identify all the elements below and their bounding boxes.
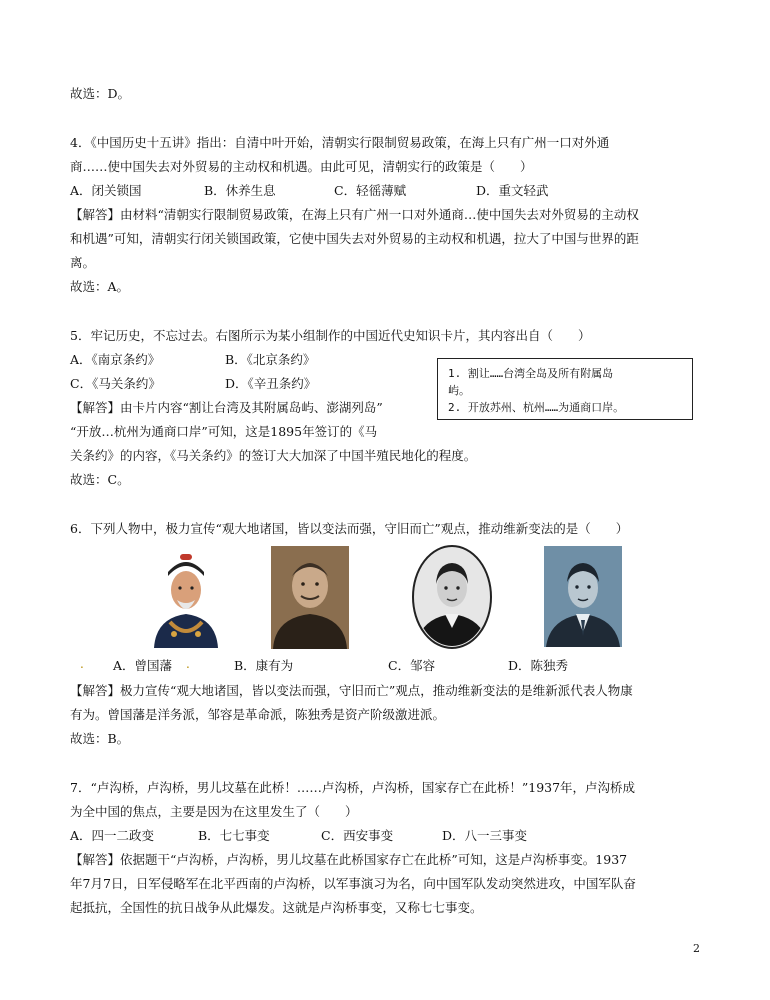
q4-option-d: D．重文轻武 bbox=[476, 183, 549, 198]
q5-analysis-line1: 【解答】由卡片内容“割让台湾及其附属岛屿、澎湖列岛” bbox=[70, 400, 383, 415]
q7-analysis-line1: 【解答】依据题干“卢沟桥，卢沟桥，男儿坟墓在此桥国家存亡在此桥”可知，这是卢沟桥事变。1937 bbox=[70, 852, 628, 867]
q7-option-c: C．西安事变 bbox=[321, 828, 394, 843]
q6-answer: 故选：B。 bbox=[70, 731, 130, 746]
q4-analysis-line3: 离。 bbox=[70, 255, 96, 270]
q5-option-c: C．《马关条约》 bbox=[70, 376, 161, 391]
q5-stem: 5．牢记历史，不忘过去。右图所示为某小组制作的中国近代史知识卡片，其内容出自（ ） bbox=[70, 328, 591, 343]
q5-analysis-line3: 关条约》的内容，《马关条约》的签订大大加深了中国半殖民地化的程度。 bbox=[70, 448, 477, 463]
q7-analysis-line3: 起抵抗，全国性的抗日战争从此爆发。这就是卢沟桥事变，又称七七事变。 bbox=[70, 900, 483, 915]
card-line-2: 屿。 bbox=[448, 384, 470, 397]
q7-option-b: B．七七事变 bbox=[198, 828, 270, 843]
history-knowledge-card bbox=[437, 358, 693, 420]
portrait-zeng-guofan bbox=[150, 548, 222, 648]
portrait-kang-youwei bbox=[271, 546, 349, 649]
portrait-zou-rong bbox=[411, 544, 493, 650]
q3-answer: 故选：D。 bbox=[70, 86, 131, 101]
q6-analysis-line2: 有为。曾国藩是洋务派，邹容是革命派，陈独秀是资产阶级激进派。 bbox=[70, 707, 446, 722]
q7-option-d: D．八一三事变 bbox=[442, 828, 528, 843]
card-line-3: 2. 开放苏州、杭州……为通商口岸。 bbox=[448, 401, 625, 414]
decorative-dot: . bbox=[186, 657, 190, 671]
q4-analysis-line1: 【解答】由材料“清朝实行限制贸易政策，在海上只有广州一口对外通商…使中国失去对外贸易的主动权 bbox=[70, 207, 639, 222]
q6-option-d: D．陈独秀 bbox=[508, 658, 569, 673]
q4-stem-line2: 商……使中国失去对外贸易的主动权和机遇。由此可见，清朝实行的政策是（ ） bbox=[70, 159, 533, 174]
card-line-1: 1. 割让……台湾全岛及所有附属岛 bbox=[448, 367, 614, 380]
q4-answer: 故选：A。 bbox=[70, 279, 130, 294]
q5-option-b: B．《北京条约》 bbox=[225, 352, 316, 367]
q6-option-c: C．邹容 bbox=[388, 658, 436, 673]
q7-option-a: A．四一二政变 bbox=[70, 828, 155, 843]
q7-stem-line1: 7．“卢沟桥，卢沟桥，男儿坟墓在此桥！……卢沟桥，卢沟桥，国家存亡在此桥！”1937年，卢沟桥成 bbox=[70, 780, 636, 795]
q4-option-b: B．休养生息 bbox=[204, 183, 276, 198]
q6-option-a: A．曾国藩 bbox=[113, 658, 173, 673]
q5-option-d: D．《辛丑条约》 bbox=[225, 376, 317, 391]
page-number: 2 bbox=[693, 942, 700, 955]
q7-analysis-line2: 年7月7日，日军侵略军在北平西南的卢沟桥，以军事演习为名，向中国军队发动突然进攻，中国军队奋 bbox=[70, 876, 636, 891]
q6-stem: 6．下列人物中，极力宣传“观大地诸国，皆以变法而强，守旧而亡”观点，推动维新变法的是（ ） bbox=[70, 521, 629, 536]
q6-analysis-line1: 【解答】极力宣传“观大地诸国，皆以变法而强，守旧而亡”观点，推动维新变法的是维新派代表人物康 bbox=[70, 683, 633, 698]
q6-option-b: B．康有为 bbox=[234, 658, 294, 673]
q5-answer: 故选：C。 bbox=[70, 472, 130, 487]
portrait-chen-duxiu bbox=[544, 546, 622, 647]
q4-option-a: A．闭关锁国 bbox=[70, 183, 142, 198]
q4-stem-line1: 4．《中国历史十五讲》指出：自清中叶开始，清朝实行限制贸易政策，在海上只有广州一口对外通 bbox=[70, 135, 610, 150]
q7-stem-line2: 为全中国的焦点，主要是因为在这里发生了（ ） bbox=[70, 804, 358, 819]
q4-analysis-line2: 和机遇”可知，清朝实行闭关锁国政策，它使中国失去对外贸易的主动权和机遇，拉大了中国与世界的距 bbox=[70, 231, 639, 246]
q4-option-c: C．轻徭薄赋 bbox=[334, 183, 407, 198]
q5-option-a: A．《南京条约》 bbox=[70, 352, 161, 367]
decorative-dot: . bbox=[80, 657, 84, 671]
q5-analysis-line2: “开放…杭州为通商口岸”可知，这是1895年签订的《马 bbox=[70, 424, 378, 439]
